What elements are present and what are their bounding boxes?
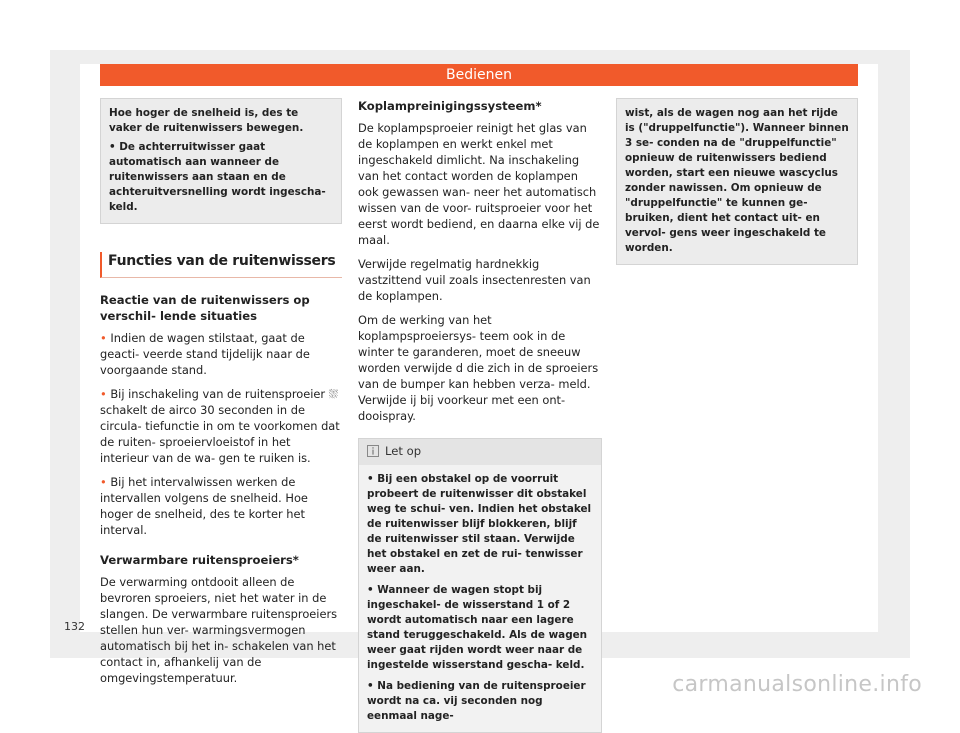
section-header: Bedienen	[100, 64, 858, 86]
list-item-text: Indien de wagen stilstaat, gaat de geacti- veerde stand tijdelijk naar de voorgaande stand.	[100, 331, 310, 377]
list-item	[367, 679, 593, 724]
bullet-icon: •	[367, 473, 378, 485]
column-right	[616, 98, 858, 265]
list-item-text: Bij een obstakel op de voorruit probeert de ruitenwisser dit obstakel weg te schui- ven. Indien het obstakel de ruitenwisser blijf blokkeren, blijf de ruitenwisser stil staan. Verwijde het obstakel en zet de rui- tenwisser weer aan.	[367, 473, 592, 575]
paragraph: Verwijde regelmatig hardnekkig vastzittend vuil zoals insectenresten van de koplampen.	[358, 257, 591, 303]
list-item-text: Wanneer de wagen stopt bij ingeschakel- de wisserstand 1 of 2 wordt automatisch naar een lagere stand teruggeschakeld. Als de wagen weer gaat rijden wordt weer naar de ingestelde wisserstand gescha- keld.	[367, 584, 588, 671]
page-number: 132	[64, 620, 85, 633]
bullet-icon: •	[100, 331, 111, 345]
list-item-text: Na bediening van de ruitensproeier wordt na ca. vij seconden nog eenmaal nage-	[367, 680, 586, 722]
paragraph: Om de werking van het koplampsproeiersys- teem ook in de winter te garanderen, moet de sneeuw worden verwijde d die zich in de sproeiers van de bumper kan hebben verza- meld. Verwijde ij bij voorkeur met een ont- dooispray.	[358, 313, 599, 423]
list-item	[100, 474, 342, 538]
bullet-icon: •	[109, 141, 120, 153]
paragraph: De koplampsproeier reinigt het glas van de koplampen en werkt enkel met ingeschakeld dimlicht. Na inschakeling van het contact worden de koplampen ook gewassen wan- neer het automatisch wissen van de voor- ruitsproeier voor het eerst wordt bediend, en daarna elke vij de maal.	[358, 121, 600, 247]
list-item	[367, 472, 593, 577]
watermark: carmanualsonline.info	[672, 672, 922, 697]
list-item	[100, 386, 342, 466]
list-item	[100, 330, 342, 378]
subheading-reaction: Reactie van de ruitenwissers op verschil- lende situaties	[100, 293, 310, 323]
column-middle	[358, 98, 602, 733]
list-item-text: Bij het intervalwissen werken de intervallen volgens de snelheid. Hoe hoger de snelheid, des te korter het interval.	[100, 475, 308, 537]
bullet-icon: •	[100, 387, 111, 401]
subheading-heated-nozzles: Verwarmbare ruitensproeiers*	[100, 553, 299, 567]
bullet-icon: •	[367, 680, 378, 692]
list-item-text: Bij inschakeling van de ruitensproeier ⛆ schakelt de airco 30 seconden in de circula- tiefunctie in om te voorkomen dat de ruiten- sproeiervloeistof in het interieur van de wa- gen te ruiken is.	[100, 387, 340, 465]
subheading-headlamp-cleaning: Koplampreinigingssysteem*	[358, 99, 542, 113]
bullet-icon: •	[367, 584, 378, 596]
box-bullet-item	[109, 140, 333, 215]
note-body	[359, 465, 601, 732]
box-intro: Hoe hoger de snelheid is, des te vaker de ruitenwissers bewegen.	[109, 107, 304, 134]
paragraph: De verwarming ontdooit alleen de bevroren sproeiers, niet het water in de slangen. De verwarmbare ruitensproeiers stellen hun ver- warmingsvermogen automatisch bij het in- schakelen van het contact in, afhankelij van de omgevingstemperatuur.	[100, 575, 338, 685]
note-title: Let op	[385, 444, 422, 458]
bullet-icon: •	[100, 475, 111, 489]
info-box	[100, 98, 342, 224]
info-icon	[367, 445, 379, 461]
note-header	[359, 439, 601, 465]
list-item	[367, 583, 593, 673]
column-left	[100, 98, 342, 694]
continued-note-box	[616, 98, 858, 265]
continued-text: wist, als de wagen nog aan het rijde is ("druppelfunctie"). Wanneer binnen 3 se- conden na de "druppelfunctie" opnieuw de ruitenwissers bediend worden, start een nieuwe wascyclus zonder nawissen. Om opnieuw de "druppelfunctie" te kunnen ge- bruiken, dient het contact uit- en vervol- gens weer ingeschakeld te worden.	[625, 107, 849, 254]
box-bullet-text: De achterruitwisser gaat automatisch aan wanneer de ruitenwissers aan staan en de achteruitversnelling wordt ingescha- keld.	[109, 141, 326, 213]
section-title: Functies van de ruitenwissers	[100, 252, 342, 278]
caution-note	[358, 438, 602, 733]
